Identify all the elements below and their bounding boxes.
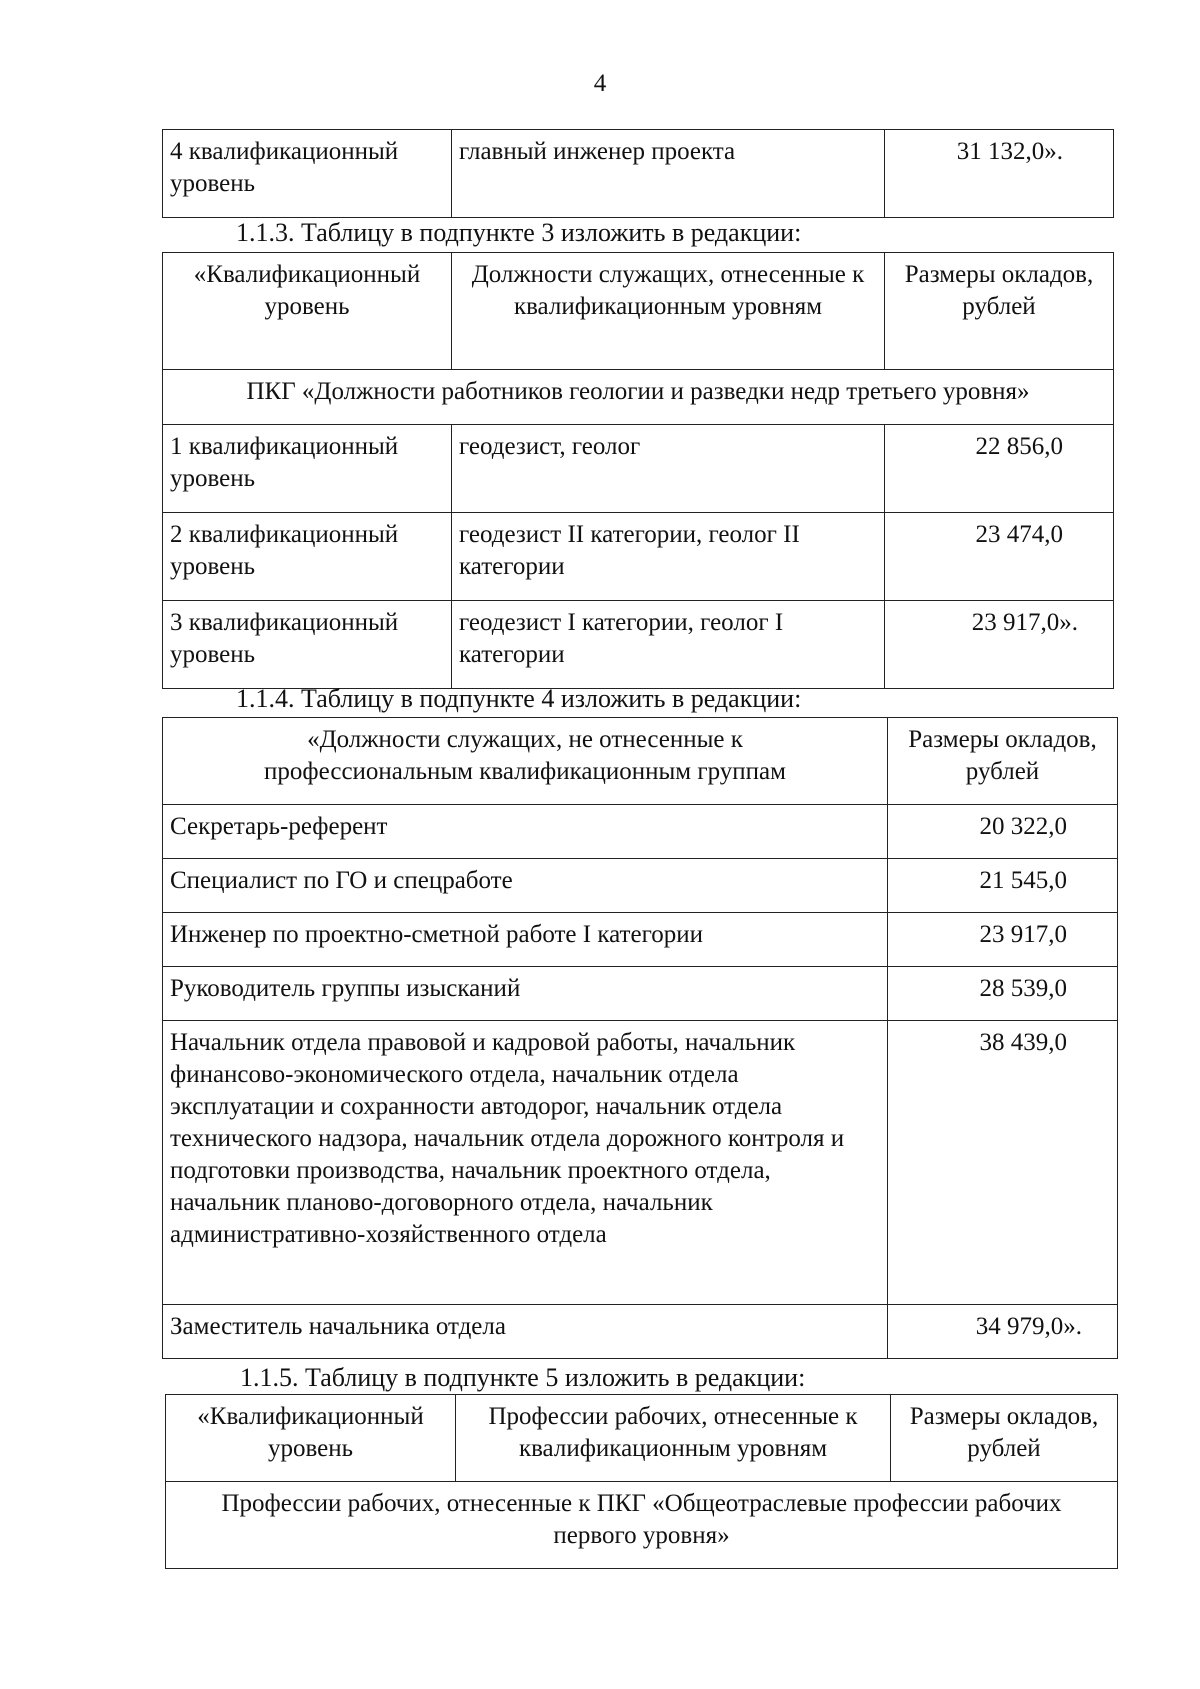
level-cell: 2 квалификационный уровень — [163, 513, 452, 601]
salary-cell: 38 439,0 — [888, 1021, 1118, 1305]
position-cell: геодезист, геолог — [452, 425, 885, 513]
position-cell: Специалист по ГО и спецработе — [163, 859, 888, 913]
salary-cell: 31 132,0». — [885, 130, 1114, 218]
position-cell: геодезист II категории, геолог II категории — [452, 513, 885, 601]
table-geology — [162, 252, 1114, 689]
table-row — [163, 130, 1114, 218]
page-number: 4 — [593, 70, 607, 97]
group-title: ПКГ «Должности работников геологии и разведки недр третьего уровня» — [163, 370, 1114, 425]
table-row — [163, 601, 1114, 689]
salary-cell: 23 917,0 — [888, 913, 1118, 967]
salary-cell: 21 545,0 — [888, 859, 1118, 913]
table-row — [163, 859, 1118, 913]
caption-1-1-3: 1.1.3. Таблицу в подпункте 3 изложить в редакции: — [236, 218, 802, 247]
salary-cell: 28 539,0 — [888, 967, 1118, 1021]
salary-cell: 23 474,0 — [885, 513, 1114, 601]
header-salary: Размеры окладов, рублей — [885, 253, 1114, 370]
position-cell: Начальник отдела правовой и кадровой работы, начальник финансово-экономического отдела, начальник отдела эксплуатации и сохранности автодорог, начальник отдела технического надзора, начальник отдела дорожного контроля и подготовки производства, начальник проектного отдела, начальник планово-договорного отдела, начальник административно-хозяйственного отдела — [163, 1021, 888, 1305]
table-header-row — [166, 1395, 1118, 1482]
position-cell: главный инженер проекта — [452, 130, 885, 218]
table-row — [163, 1305, 1118, 1359]
level-cell: 1 квалификационный уровень — [163, 425, 452, 513]
table-row — [163, 425, 1114, 513]
salary-cell: 20 322,0 — [888, 805, 1118, 859]
table-header-row — [163, 718, 1118, 805]
header-level: «Квалификационный уровень — [166, 1395, 456, 1482]
table-workers — [165, 1394, 1118, 1569]
header-level: «Квалификационный уровень — [163, 253, 452, 370]
level-cell: 3 квалификационный уровень — [163, 601, 452, 689]
position-cell: геодезист I категории, геолог I категории — [452, 601, 885, 689]
table-row — [163, 805, 1118, 859]
position-cell: Заместитель начальника отдела — [163, 1305, 888, 1359]
header-position: «Должности служащих, не отнесенные к профессиональным квалификационным группам — [163, 718, 888, 805]
table-row — [163, 967, 1118, 1021]
header-salary: Размеры окладов, рублей — [888, 718, 1118, 805]
header-position: Должности служащих, отнесенные к квалификационным уровням — [452, 253, 885, 370]
salary-cell: 23 917,0». — [885, 601, 1114, 689]
group-row — [166, 1482, 1118, 1569]
group-row — [163, 370, 1114, 425]
caption-1-1-5: 1.1.5. Таблицу в подпункте 5 изложить в редакции: — [240, 1363, 806, 1392]
header-profession: Профессии рабочих, отнесенные к квалификационным уровням — [456, 1395, 891, 1482]
position-cell: Секретарь-референт — [163, 805, 888, 859]
level-cell: 4 квалификационный уровень — [163, 130, 452, 218]
table-continuation — [162, 129, 1114, 218]
position-cell: Руководитель группы изысканий — [163, 967, 888, 1021]
table-row — [163, 913, 1118, 967]
caption-1-1-4: 1.1.4. Таблицу в подпункте 4 изложить в редакции: — [236, 684, 802, 713]
header-salary: Размеры окладов, рублей — [891, 1395, 1118, 1482]
salary-cell: 34 979,0». — [888, 1305, 1118, 1359]
group-title: Профессии рабочих, отнесенные к ПКГ «Общеотраслевые профессии рабочих первого уровня» — [166, 1482, 1118, 1569]
table-row — [163, 513, 1114, 601]
position-cell: Инженер по проектно-сметной работе I категории — [163, 913, 888, 967]
table-header-row — [163, 253, 1114, 370]
table-row — [163, 1021, 1118, 1305]
salary-cell: 22 856,0 — [885, 425, 1114, 513]
table-non-qualified — [162, 717, 1118, 1359]
